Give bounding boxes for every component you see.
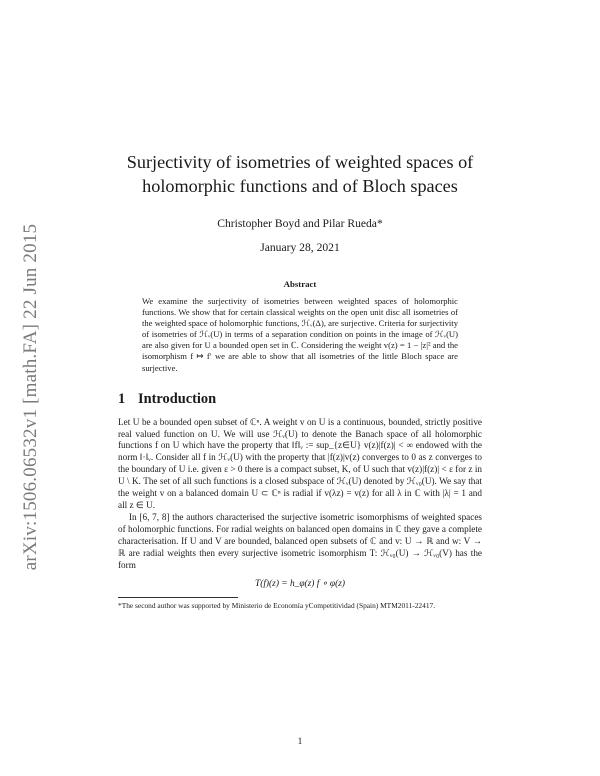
footnote-rule	[118, 597, 238, 598]
paper-authors: Christopher Boyd and Pilar Rueda*	[217, 217, 383, 230]
display-equation: T(f)(z) = h_φ(z) f ∘ φ(z)	[254, 579, 345, 590]
section-number: 1	[118, 390, 126, 407]
paper-date: January 28, 2021	[260, 241, 340, 254]
title-line-1: Surjectivity of isometries of weighted spaces of	[126, 152, 474, 172]
abstract-text: We examine the surjectivity of isometries between weighted spaces of holomorphic functions. We show that for certain classical weights on the open unit disc all isometries of the weighted space of holomorphic functions, ℋᵥ(Δ), are surjective. Criteria for surjectivity of isometries of ℋᵥ(U) in terms of a separation condition on points in the image of ℋᵥ(U) are also given for U a bounded open set in ℂ. Considering the weight v(z) = 1 − |z|² and the isomorphism f ↦ f′ we are able to show that all isometries of the little Bloch space are surjective.	[142, 296, 458, 373]
abstract-heading: Abstract	[283, 279, 317, 289]
section-heading	[118, 391, 482, 408]
page-number: 1	[297, 737, 303, 747]
body-paragraph-1: Let U be a bounded open subset of ℂⁿ. A weight v on U is a continuous, bounded, strictly positive real valued function on U. We will use ℋᵥ(U) to denote the Banach space of all holomorphic functions f on U which have the property that ‖f‖ᵥ := sup_{z∈U} v(z)|f(z)| < ∞ endowed with the norm ‖·‖ᵥ. Consider all f in ℋᵥ(U) with the property that |f(z)|v(z) converges to 0 as z converges to the boundary of U i.e. given ε > 0 there is a compact subset, K, of U such that v(z)|f(z)| < ε for z in U \ K. The set of all such functions is a closed subspace of ℋᵥ(U) denoted by ℋᵥ₀(U). We say that the weight v on a balanced domain U ⊂ ℂⁿ is radial if v(λz) = v(z) for all λ in ℂ with |λ| = 1 and all z ∈ U.	[118, 416, 482, 510]
section-body	[118, 417, 482, 572]
arxiv-identifier: arXiv:1506.06532v1 [math.FA] 22 Jun 2015	[20, 223, 41, 571]
title-line-2: holomorphic functions and of Bloch spaces	[142, 176, 458, 196]
paper-page	[118, 150, 482, 611]
paper-title	[118, 150, 482, 198]
footnote: *The second author was supported by Ministerio de Economía yCompetitividad (Spain) MTM2011-22417.	[118, 601, 436, 611]
arxiv-sidebar	[0, 0, 54, 776]
section-title: Introduction	[138, 390, 217, 407]
body-paragraph-2: In [6, 7, 8] the authors characterised the surjective isometric isomorphisms of weighted spaces of holomorphic functions. For radial weights on balanced open domains in ℂ they gave a complete characterisation. If U and V are bounded, balanced open subsets of ℂ and v: U → ℝ and w: V → ℝ are radial weights then every surjective isometric isomorphism T: ℋᵥ₀(U) → ℋᵥ₀(V) has the form	[118, 511, 482, 570]
